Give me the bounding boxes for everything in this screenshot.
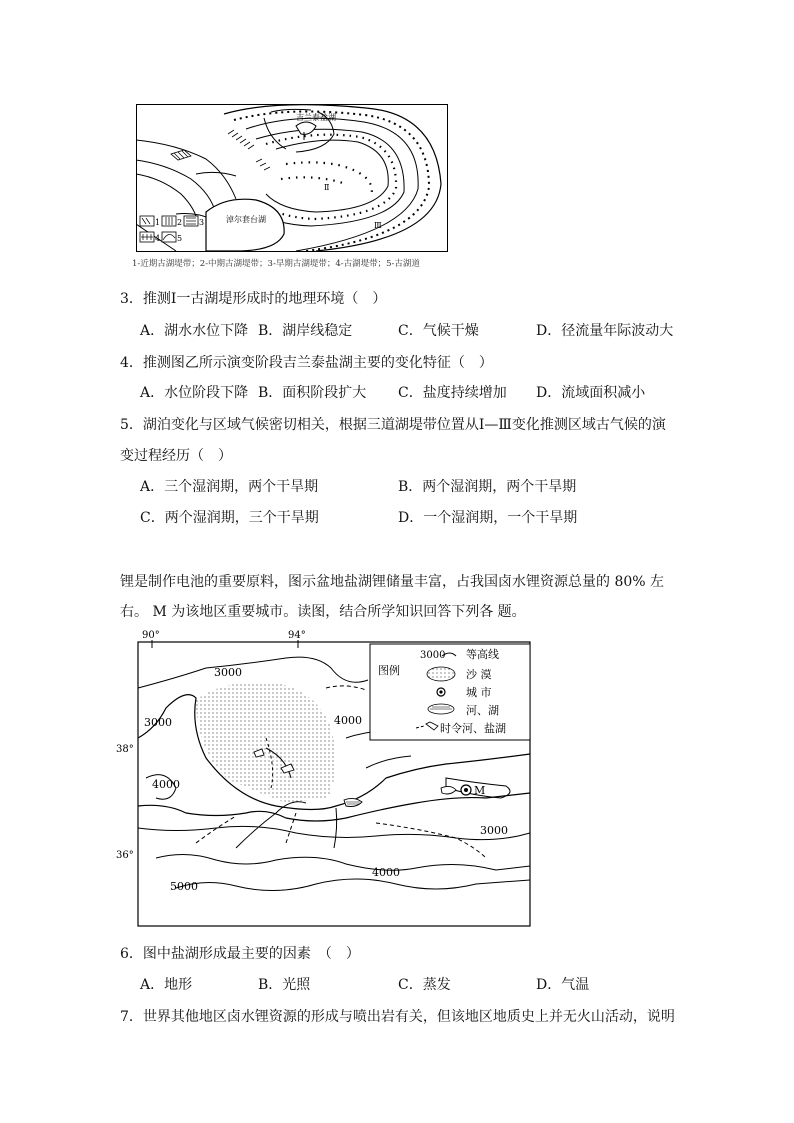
lake-label-naoer: 淖尔套台湖 [226,215,266,224]
question-7-stem: 7．世界其他地区卤水锂资源的形成与喷出岩有关，但该地区地质史上并无火山活动，说明 [120,1009,675,1025]
passage-line2: 右。 M 为该地区重要城市。读图，结合所学知识回答下列各 题。 [120,604,526,620]
basin-map-figure [116,628,534,928]
question-6-option-a[interactable]: A．地形 [140,977,193,993]
figure1-caption: 1-近期古湖堤带；2-中期古湖堤带；3-早期古湖堤带；4-古湖堤带；5-古湖道 [132,259,420,269]
question-3-stem: 3．推测Ⅰ一古湖堤形成时的地理环境（ ） [120,291,387,307]
lake-label-jilantai: 吉兰泰盐湖 [296,113,336,122]
band-label-ii: Ⅱ [324,183,330,192]
legend-item-river-lake: 河、湖 [466,704,499,717]
question-4-option-a[interactable]: A．水位阶段下降 [140,385,249,401]
lat-label-38: 38° [116,744,134,755]
legend-item-desert: 沙 漠 [466,668,492,681]
basin-map [116,628,534,928]
contour-label-7: 5000 [170,880,198,893]
question-4-option-b[interactable]: B．面积阶段扩大 [258,385,367,401]
question-5-option-a[interactable]: A．三个湿润期，两个干旱期 [140,479,319,495]
lon-label-94: 94° [288,630,306,641]
question-3-option-a[interactable]: A．湖水水位下降 [140,323,249,339]
question-4-option-c[interactable]: C．盐度持续增加 [398,385,507,401]
question-3-option-b[interactable]: B．湖岸线稳定 [258,323,353,339]
city-m-label: M [474,784,486,797]
legend-num-3: 3 [199,218,205,227]
question-4-stem: 4．推测图乙所示演变阶段吉兰泰盐湖主要的变化特征（ ） [120,355,493,371]
legend-item-contour: 等高线 [466,648,499,661]
contour-label-5: 4000 [372,866,400,879]
contour-label-6: 3000 [480,824,508,837]
legend-item-seasonal: 时令河、盐湖 [440,722,506,735]
lat-label-36: 36° [116,850,134,861]
band-label-iii: Ⅲ [374,221,382,230]
passage-line1: 锂是制作电池的重要原料，图示盆地盐湖锂储量丰富，占我国卤水锂资源总量的 80% 左 [120,574,665,590]
question-5-option-b[interactable]: B．两个湿润期，两个干旱期 [398,479,577,495]
contour-label-1: 3000 [214,666,242,679]
contour-label-2: 3000 [144,716,172,729]
contour-label-4: 4000 [152,778,180,791]
question-6-option-d[interactable]: D．气温 [536,977,590,993]
contour-label-3: 4000 [334,714,362,727]
legend-title: 图例 [378,664,400,677]
question-5-stem-line2: 变过程经历（ ） [120,448,232,464]
question-6-stem: 6．图中盐湖形成最主要的因素 （ ） [120,946,360,962]
question-3-option-d[interactable]: D．径流量年际波动大 [536,323,674,339]
legend-contour-sample: 3000 [420,650,446,661]
lon-label-90: 90° [142,630,160,641]
legend-num-5: 5 [177,234,183,243]
question-6-option-c[interactable]: C．蒸发 [398,977,451,993]
lake-terrace-diagram [136,104,448,252]
question-3-option-c[interactable]: C．气候干燥 [398,323,479,339]
legend-num-2: 2 [177,218,183,227]
legend-num-1: 1 [155,218,161,227]
legend-num-4: 4 [155,234,161,243]
question-5-option-c[interactable]: C．两个湿润期，三个干旱期 [140,510,319,526]
lake-terrace-figure [136,104,448,252]
question-5-stem-line1: 5．湖泊变化与区域气候密切相关，根据三道湖堤带位置从Ⅰ—Ⅲ变化推测区域古气候的演 [120,417,666,433]
question-5-option-d[interactable]: D．一个湿润期，一个干旱期 [398,510,578,526]
question-6-option-b[interactable]: B．光照 [258,977,311,993]
legend-item-city: 城 市 [466,686,492,699]
question-4-option-d[interactable]: D．流域面积减小 [536,385,646,401]
